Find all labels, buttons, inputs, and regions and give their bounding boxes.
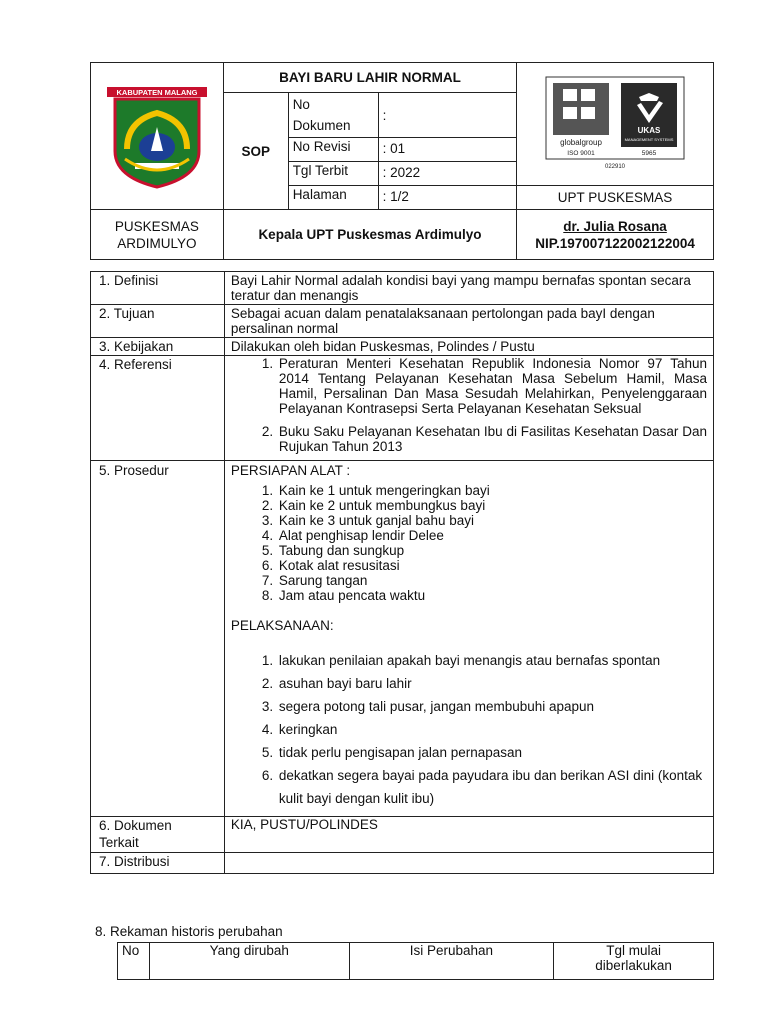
prosedur-label: 5. Prosedur <box>91 461 225 817</box>
history-col-no: No <box>118 943 150 980</box>
referensi-label: 4. Referensi <box>91 356 225 461</box>
svg-text:022910: 022910 <box>605 163 626 170</box>
signer-nip: NIP.197007122002122004 <box>535 235 695 251</box>
section-referensi <box>91 356 714 461</box>
section-tujuan <box>91 305 714 338</box>
alat-item: 6. Kotak alat resusitasi <box>277 558 707 573</box>
svg-text:5965: 5965 <box>641 149 657 157</box>
langkah-list <box>231 649 707 810</box>
section-kebijakan <box>91 338 714 356</box>
tgl-terbit-label: Tgl Terbit <box>288 162 378 186</box>
no-revisi-value: : 01 <box>378 138 517 162</box>
alat-item: 1. Kain ke 1 untuk mengeringkan bayi <box>277 483 707 498</box>
sop-content-table <box>90 271 714 874</box>
alat-item: 7. Sarung tangan <box>277 573 707 588</box>
no-revisi-label: No Revisi <box>288 138 378 162</box>
dokumen-text: KIA, PUSTU/POLINDES <box>224 817 713 853</box>
svg-text:globalgroup: globalgroup <box>560 137 602 147</box>
tujuan-text: Sebagai acuan dalam penatalaksanaan pertolongan pada bayI dengan persalinan normal <box>224 305 713 338</box>
langkah-item: 6. dekatkan segera bayai pada payudara ibu dan berikan ASI dini (kontak kulit bayi dengan kulit ibu) <box>277 764 707 810</box>
langkah-item: 5. tidak perlu pengisapan jalan pernapasan <box>277 741 707 764</box>
langkah-item: 4. keringkan <box>277 718 707 741</box>
langkah-item: 3. segera potong tali pusar, jangan membubuhi apapun <box>277 695 707 718</box>
referensi-item: 2. Buku Saku Pelayanan Kesehatan Ibu di Fasilitas Kesehatan Dasar Dan Rujukan Tahun 2013 <box>277 424 707 454</box>
kabupaten-logo <box>91 63 224 210</box>
tgl-terbit-value: : 2022 <box>378 162 517 186</box>
organization-name: PUSKESMAS ARDIMULYO <box>91 210 224 260</box>
alat-list <box>231 483 707 603</box>
certification-logos <box>517 63 714 186</box>
svg-text:ISO 9001: ISO 9001 <box>567 149 595 157</box>
history-col-isi-perubahan: Isi Perubahan <box>349 943 554 980</box>
iso-ukas-certification-icon <box>545 75 685 171</box>
alat-item: 2. Kain ke 2 untuk membungkus bayi <box>277 498 707 513</box>
halaman-value: : 1/2 <box>378 186 517 210</box>
history-col-tgl-mulai: Tgl mulai diberlakukan <box>554 943 714 980</box>
no-dokumen-label: No Dokumen <box>288 93 378 138</box>
alat-item: 4. Alat penghisap lendir Delee <box>277 528 707 543</box>
section-definisi <box>91 272 714 305</box>
dokumen-label: 6. Dokumen Terkait <box>91 817 225 853</box>
langkah-item: 2. asuhan bayi baru lahir <box>277 672 707 695</box>
definisi-text: Bayi Lahir Normal adalah kondisi bayi yang mampu bernafas spontan secara teratur dan menangis <box>224 272 713 305</box>
signer-block <box>517 210 714 260</box>
svg-text:UKAS: UKAS <box>637 125 661 135</box>
alat-item: 5. Tabung dan sungkup <box>277 543 707 558</box>
history-col-yang-dirubah: Yang dirubah <box>149 943 349 980</box>
section-distribusi <box>91 853 714 874</box>
svg-text:MANAGEMENT SYSTEMS: MANAGEMENT SYSTEMS <box>624 136 674 142</box>
referensi-item: 1. Peraturan Menteri Kesehatan Republik Indonesia Nomor 97 Tahun 2014 Tentang Pelayanan Kesehatan Masa Sebelum Hamil, Masa Hamil, Persalinan Dan Masa Sesudah Melahirkan, Penyelenggaraan Pelayanan Kontrasepsi Serta Pelayanan Kesehatan Seksual <box>277 356 707 416</box>
history-title: 8. Rekaman historis perubahan <box>95 924 283 939</box>
halaman-label: Halaman <box>288 186 378 210</box>
kebijakan-text: Dilakukan oleh bidan Puskesmas, Polindes / Pustu <box>224 338 713 356</box>
section-dokumen-terkait <box>91 817 714 853</box>
definisi-label: 1. Definisi <box>91 272 225 305</box>
alat-item: 8. Jam atau pencata waktu <box>277 588 707 603</box>
langkah-item: 1. lakukan penilaian apakah bayi menangis atau bernafas spontan <box>277 649 707 672</box>
head-title: Kepala UPT Puskesmas Ardimulyo <box>223 210 516 260</box>
signer-name: dr. Julia Rosana <box>563 218 667 234</box>
pelaksanaan-title: PELAKSANAAN: <box>230 618 334 633</box>
distribusi-text <box>224 853 713 874</box>
referensi-list <box>231 356 707 454</box>
history-table <box>117 942 714 980</box>
distribusi-label: 7. Distribusi <box>91 853 225 874</box>
no-dokumen-value: : <box>378 93 517 138</box>
unit-label: UPT PUSKESMAS <box>517 186 714 210</box>
sop-label: SOP <box>223 93 288 210</box>
alat-item: 3. Kain ke 3 untuk ganjal bahu bayi <box>277 513 707 528</box>
document-title: BAYI BARU LAHIR NORMAL <box>223 63 516 93</box>
section-prosedur <box>91 461 714 817</box>
history-header-row <box>118 943 714 980</box>
kabupaten-malang-emblem-icon <box>105 81 209 189</box>
tujuan-label: 2. Tujuan <box>91 305 225 338</box>
svg-text:KABUPATEN MALANG: KABUPATEN MALANG <box>116 87 198 97</box>
kebijakan-label: 3. Kebijakan <box>91 338 225 356</box>
sop-header-table <box>90 62 714 260</box>
persiapan-title: PERSIAPAN ALAT : <box>230 463 351 478</box>
